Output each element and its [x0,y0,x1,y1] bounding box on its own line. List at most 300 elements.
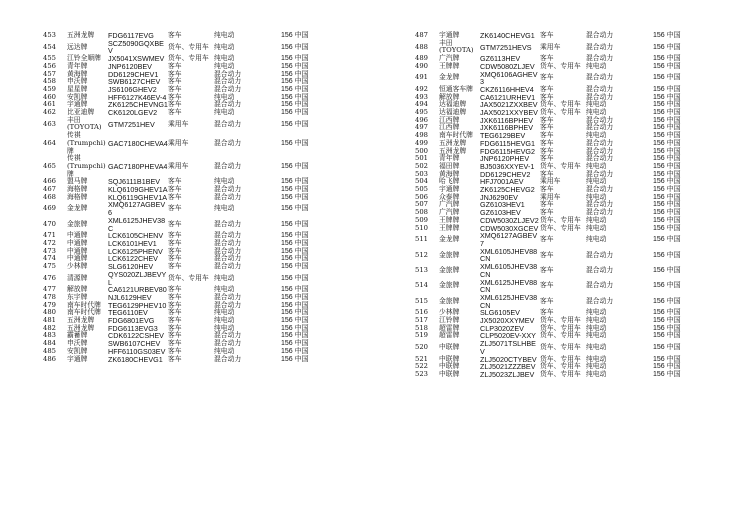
model-code: JAX5021ZXXBEV [480,100,538,110]
brand-name: 盟马牌 [67,177,88,186]
country-code: 156 中国 [653,317,681,325]
country-code: 156 中国 [653,282,681,290]
country-code: 156 中国 [653,186,681,194]
country-code: 156 中国 [281,286,309,294]
brand-name: 南车时代牌 [67,308,101,317]
model-code: FDG6115HEVG1 [480,138,535,148]
model-code: JX5041XSWMEV [108,54,165,64]
model-code: FDG6113EVG3 [108,323,158,333]
country-code: 156 中国 [653,266,681,274]
brand-name: 黄海牌 [67,69,88,78]
model-code: ZK6180CHEVG1 [108,354,163,364]
vehicle-type: 客车 [540,308,554,317]
left-column [43,32,333,363]
power-type: 纯电动 [214,316,235,325]
country-code: 156 中国 [653,216,681,224]
power-type: 混合动力 [586,138,614,147]
power-type: 混合动力 [214,119,242,128]
model-code: SQJ6111B1BEV [108,177,161,187]
country-code: 156 中国 [281,255,309,263]
vehicle-type: 客车 [168,308,182,317]
country-code: 156 中国 [281,109,309,117]
row-number: 504 [415,177,428,186]
country-code: 156 中国 [281,43,309,51]
power-type: 纯电动 [586,316,607,325]
brand-name: 远达牌 [67,42,88,51]
vehicle-type: 客车 [540,54,554,63]
country-code: 156 中国 [653,236,681,244]
country-code: 156 中国 [281,293,309,301]
model-code: HFF6110GS03EV [108,346,166,356]
country-code: 156 中国 [281,340,309,348]
power-type: 纯电动 [586,235,607,244]
power-type: 混合动力 [214,219,242,228]
brand-name: 宇通牌 [67,354,88,363]
vehicle-type: 客车 [168,231,182,240]
power-type: 混合动力 [214,138,242,147]
power-type: 混合动力 [586,265,614,274]
vehicle-type: 客车 [540,138,554,147]
table-row [43,155,333,178]
brand-name: 五洲龙牌 [67,323,95,332]
row-number: 465 [43,161,56,170]
vehicle-type: 客车 [540,250,554,259]
country-code: 156 中国 [653,363,681,371]
power-type: 纯电动 [214,54,235,63]
model-code: SLG6105EV [480,308,520,318]
brand-name: 中联牌 [439,362,460,371]
vehicle-type: 客车 [168,100,182,109]
power-type: 纯电动 [586,177,607,186]
model-code: FDG6801EVG [108,316,155,326]
row-number: 459 [43,84,56,93]
brand-name: 少林牌 [439,308,460,317]
vehicle-type: 客车 [168,346,182,355]
brand-name: 恒通客车牌 [439,84,473,93]
row-number: 492 [415,84,428,93]
row-number: 512 [415,250,428,259]
row-number: 466 [43,177,56,186]
row-number: 508 [415,208,428,217]
brand-name: 江西牌 [439,115,460,124]
model-code: CKZ6116HHEV4 [480,84,534,94]
country-code: 156 中国 [653,85,681,93]
row-number: 453 [43,31,56,39]
vehicle-type: 客车 [540,281,554,290]
row-number: 485 [43,346,56,355]
brand-name: 黄海牌 [439,169,460,178]
power-type: 混合动力 [214,77,242,86]
vehicle-type: 客车 [540,146,554,155]
power-type: 混合动力 [586,54,614,63]
row-number: 464 [43,138,56,147]
power-type: 纯电动 [214,108,235,117]
model-code: XML6125JHEV88CN [480,277,538,295]
brand-name: 达福迪牌 [439,100,467,109]
brand-name: 金龙牌 [439,73,460,82]
vehicle-type: 货车、专用车 [540,108,581,117]
vehicle-type: 客车 [168,285,182,294]
vehicle-type: 客车 [168,254,182,263]
table-row [415,294,705,309]
brand-name: 福田牌 [439,161,460,170]
vehicle-type: 客车 [168,77,182,86]
model-code: JS6106GHEV2 [108,84,157,94]
power-type: 纯电动 [586,223,607,232]
vehicle-type: 货车、专用车 [540,223,581,232]
right-column [415,32,705,379]
model-code: GZ6113HEV [480,54,521,64]
model-code: KLQ6119GHEV1A [108,192,167,202]
power-type: 纯电动 [214,323,235,332]
country-code: 156 中国 [653,355,681,363]
country-code: 156 中国 [653,55,681,63]
table-row [43,40,333,55]
brand-name: 王牌牌 [439,223,460,232]
vehicle-type: 客车 [168,331,182,340]
row-number: 471 [43,231,56,240]
brand-name: 宇通牌 [67,100,88,109]
country-code: 156 中国 [281,93,309,101]
power-type: 混合动力 [586,250,614,259]
brand-name: 王牌牌 [439,215,460,224]
model-code: JXK6116BPHEV [480,115,534,125]
country-code: 156 中国 [653,147,681,155]
country-code: 156 中国 [653,224,681,232]
country-code: 156 中国 [281,332,309,340]
brand-name: 解放牌 [67,285,88,294]
brand-name: 申沃牌 [67,77,88,86]
brand-name: 传祺 (Trumpchi)牌 [67,154,106,178]
row-number: 501 [415,154,428,163]
model-code: GTM7251HEV [108,119,155,129]
country-code: 156 中国 [653,155,681,163]
row-number: 518 [415,323,428,332]
brand-name: 少林牌 [67,262,88,271]
vehicle-type: 乘用车 [168,161,189,170]
model-code: CLP5020EV-XXY [480,331,536,341]
table-row [415,225,705,233]
table-row [43,109,333,117]
model-code: ZLJ5020CTYBEV [480,354,537,364]
power-type: 纯电动 [586,108,607,117]
country-code: 156 中国 [653,297,681,305]
vehicle-type: 客车 [168,262,182,271]
power-type: 纯电动 [214,177,235,186]
vehicle-type: 乘用车 [168,138,189,147]
row-number: 473 [43,246,56,255]
country-code: 156 中国 [653,162,681,170]
row-number: 454 [43,42,56,51]
country-code: 156 中国 [281,193,309,201]
country-code: 156 中国 [281,347,309,355]
vehicle-type: 货车、专用车 [540,61,581,70]
table-body-left [43,32,333,363]
vehicle-type: 货车、专用车 [540,331,581,340]
country-code: 156 中国 [653,132,681,140]
model-code: ZK6140CHEVG1 [480,31,535,40]
country-code: 156 中国 [281,85,309,93]
table-row [415,232,705,247]
vehicle-type: 客车 [168,92,182,101]
power-type: 混合动力 [586,123,614,132]
country-code: 156 中国 [653,332,681,340]
vehicle-type: 客车 [168,31,182,39]
vehicle-type: 客车 [168,323,182,332]
brand-name: 南车时代牌 [439,131,473,140]
model-code: TEG6110EV [108,308,148,318]
table-body-right [415,32,705,379]
model-code: CDW5030ZLJEV2 [480,215,539,225]
country-code: 156 中国 [653,178,681,186]
vehicle-type: 客车 [540,131,554,140]
row-number: 483 [43,331,56,340]
country-code: 156 中国 [281,32,309,39]
country-code: 156 中国 [653,309,681,317]
row-number: 523 [415,369,428,378]
row-number: 484 [43,339,56,348]
table-row [415,263,705,278]
model-code: GZ6103HEV [480,208,521,218]
country-code: 156 中国 [281,55,309,63]
brand-name: 江铃牌 [439,316,460,325]
row-number: 474 [43,254,56,263]
power-type: 混合动力 [214,84,242,93]
power-type: 纯电动 [214,42,235,51]
country-code: 156 中国 [281,263,309,271]
country-code: 156 中国 [653,193,681,201]
vehicle-type: 客车 [540,73,554,82]
brand-name: 广汽牌 [439,200,460,209]
table-row [415,32,705,40]
vehicle-type: 客车 [168,300,182,309]
power-type: 纯电动 [586,342,607,351]
country-code: 156 中国 [281,309,309,317]
vehicle-type: 客车 [540,235,554,244]
row-number: 500 [415,146,428,155]
row-number: 498 [415,131,428,140]
brand-name: 中联牌 [439,369,460,378]
vehicle-type: 客车 [540,115,554,124]
row-number: 476 [43,273,56,282]
brand-name: 青年牌 [439,154,460,163]
power-type: 混合动力 [214,100,242,109]
brand-name: 哈飞牌 [439,177,460,186]
country-code: 156 中国 [281,78,309,86]
vehicle-type: 客车 [540,84,554,93]
vehicle-type: 乘用车 [168,119,189,128]
model-code: TEG6129BEV [480,131,526,141]
power-type: 纯电动 [214,92,235,101]
brand-name: 金旅牌 [67,219,88,228]
vehicle-type: 客车 [168,238,182,247]
row-number: 467 [43,185,56,194]
country-code: 156 中国 [281,301,309,309]
brand-name: 江铃全顺牌 [67,54,101,63]
country-code: 156 中国 [653,101,681,109]
table-row [43,217,333,232]
country-code: 156 中国 [281,232,309,240]
country-code: 156 中国 [653,343,681,351]
row-number: 475 [43,262,56,271]
row-number: 515 [415,296,428,305]
country-code: 156 中国 [281,247,309,255]
row-number: 482 [43,323,56,332]
table-row [415,332,705,340]
row-number: 461 [43,100,56,109]
vehicle-type: 货车、专用车 [540,362,581,371]
vehicle-type: 客车 [540,185,554,194]
vehicle-type: 客车 [168,177,182,186]
power-type: 纯电动 [586,61,607,70]
model-code: CDK6122CSHEV [108,331,164,341]
brand-name: 达福迪牌 [439,108,467,117]
country-code: 156 中国 [653,116,681,124]
brand-name: 广汽牌 [439,54,460,63]
power-type: 混合动力 [586,208,614,217]
power-type: 混合动力 [214,331,242,340]
model-code: NJL6129HEV [108,292,152,302]
country-code: 156 中国 [281,220,309,228]
table-row [43,201,333,216]
vehicle-type: 客车 [168,61,182,70]
vehicle-type: 客车 [168,204,182,213]
country-code: 156 中国 [653,170,681,178]
country-code: 156 中国 [653,201,681,209]
brand-name: 传祺 (Trumpchi)牌 [67,131,106,155]
model-code: ZLJ5023ZLJBEV [480,369,535,379]
power-type: 混合动力 [586,296,614,305]
power-type: 混合动力 [214,161,242,170]
brand-name: 五洲龙牌 [439,138,467,147]
country-code: 156 中国 [281,317,309,325]
model-code: CLP3020ZEV [480,323,524,333]
row-number: 497 [415,123,428,132]
brand-name: 申沃牌 [67,339,88,348]
power-type: 纯电动 [586,323,607,332]
model-code: XML6125JHEV38C [108,215,166,233]
model-code: JX5020XXYMEV [480,316,535,326]
country-code: 156 中国 [281,274,309,282]
country-code: 156 中国 [653,251,681,259]
country-code: 156 中国 [281,101,309,109]
row-number: 460 [43,92,56,101]
vehicle-type: 货车、专用车 [168,273,209,282]
vehicle-type: 货车、专用车 [540,342,581,351]
power-type: 混合动力 [586,42,614,51]
model-code: LCK6125PHENV [108,246,163,256]
vehicle-type: 客车 [168,185,182,194]
row-number: 478 [43,292,56,301]
power-type: 纯电动 [214,285,235,294]
power-type: 混合动力 [214,238,242,247]
power-type: 纯电动 [586,161,607,170]
table-row [415,371,705,379]
country-code: 156 中国 [281,162,309,170]
brand-name: 金龙牌 [439,235,460,244]
power-type: 混合动力 [214,246,242,255]
vehicle-type: 客车 [168,108,182,117]
row-number: 517 [415,316,428,325]
country-code: 156 中国 [653,43,681,51]
row-number: 493 [415,92,428,101]
power-type: 混合动力 [214,262,242,271]
brand-name: 海格牌 [67,192,88,201]
row-number: 480 [43,308,56,317]
row-number: 457 [43,69,56,78]
vehicle-table-left [43,32,333,363]
vehicle-type: 乘用车 [540,42,561,51]
vehicle-type: 客车 [168,316,182,325]
power-type: 纯电动 [586,362,607,371]
vehicle-type: 货车、专用车 [540,354,581,363]
model-code: GTM7251HEVS [480,42,532,52]
model-code: DD6129CHEV1 [108,69,159,79]
model-code: CK6120LGEV2 [108,108,158,118]
country-code: 156 中国 [281,239,309,247]
row-number: 487 [415,31,428,39]
model-code: XML6105JHEV38CN [480,262,538,279]
vehicle-type: 货车、专用车 [540,323,581,332]
row-number: 469 [43,204,56,213]
power-type: 混合动力 [586,115,614,124]
brand-name: 丰田 (TOYOTA) [67,115,102,132]
row-number: 490 [415,61,428,70]
brand-name: 金旅牌 [439,296,460,305]
country-code: 156 中国 [281,205,309,213]
brand-name: 安凯牌 [67,92,88,101]
row-number: 521 [415,354,428,363]
row-number: 462 [43,108,56,117]
power-type: 纯电动 [214,308,235,317]
vehicle-type: 客车 [168,219,182,228]
row-number: 507 [415,200,428,209]
row-number: 514 [415,281,428,290]
brand-name: 金龙牌 [67,204,88,213]
row-number: 520 [415,342,428,351]
row-number: 522 [415,362,428,371]
model-code: JNP6120BEV [108,61,152,71]
model-code: JAX5021XXYBEV [480,108,538,118]
power-type: 纯电动 [586,131,607,140]
row-number: 489 [415,54,428,63]
table-row [415,248,705,263]
table-row [43,271,333,286]
power-type: 纯电动 [214,273,235,282]
power-type: 纯电动 [586,369,607,378]
vehicle-type: 货车、专用车 [540,100,581,109]
model-code: ZLJ5021ZZZBEV [480,362,536,372]
brand-name: 江西牌 [439,123,460,132]
brand-name: 宇通牌 [439,31,460,39]
country-code: 156 中国 [653,139,681,147]
model-code: CDW5080ZLJEV [480,61,535,71]
model-code: HFF6127K46EV-4 [108,92,167,102]
power-type: 混合动力 [586,84,614,93]
row-number: 479 [43,300,56,309]
row-number: 477 [43,285,56,294]
row-number: 472 [43,238,56,247]
vehicle-type: 货车、专用车 [540,215,581,224]
brand-name: 王牌牌 [439,61,460,70]
power-type: 混合动力 [214,354,242,363]
vehicle-type: 乘用车 [540,192,561,201]
country-code: 156 中国 [281,139,309,147]
brand-name: 中联牌 [439,342,460,351]
brand-name: 中通牌 [67,246,88,255]
country-code: 156 中国 [653,93,681,101]
power-type: 纯电动 [214,204,235,213]
